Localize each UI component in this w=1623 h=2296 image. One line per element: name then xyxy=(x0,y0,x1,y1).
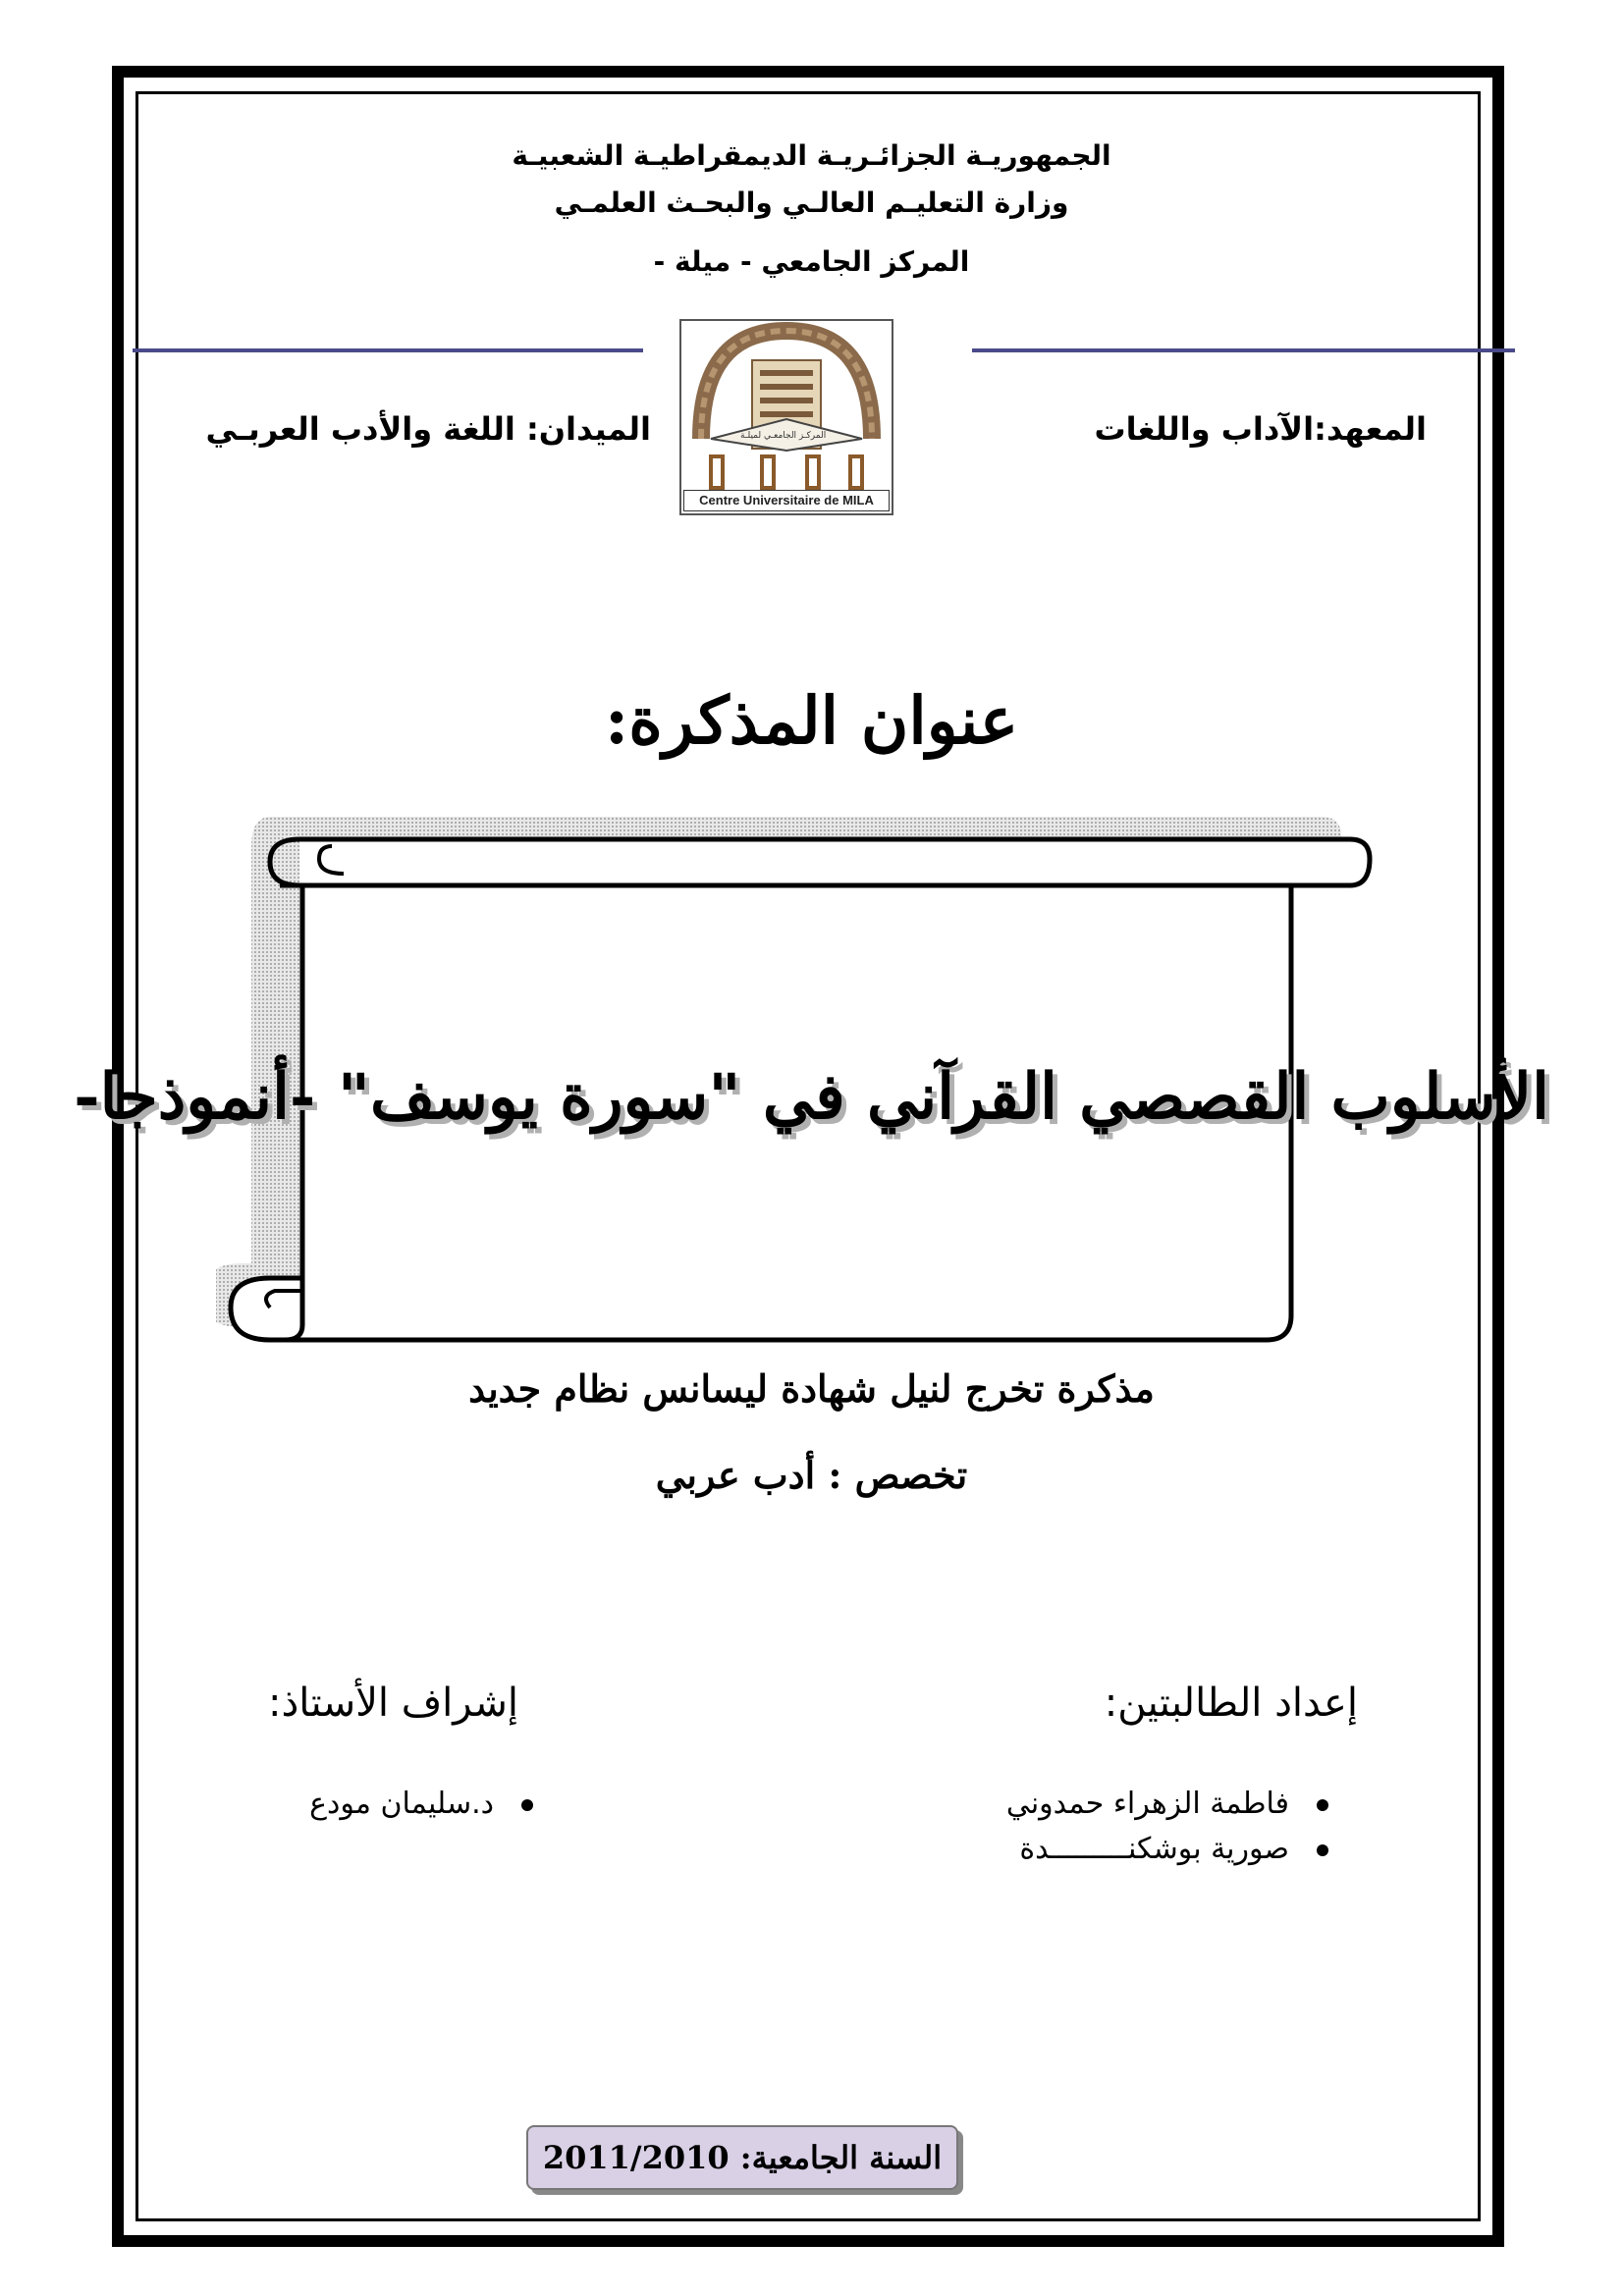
university-logo xyxy=(679,319,893,515)
supervisor-name: د.سليمان مودع xyxy=(309,1787,494,1821)
list-item xyxy=(1006,1782,1328,1827)
building-arch-icon xyxy=(681,321,892,494)
supervisor-list xyxy=(309,1782,533,1827)
logo-label: Centre Universitaire de MILA xyxy=(683,490,890,511)
student-name: فاطمة الزهراء حمدوني xyxy=(1005,1787,1289,1821)
header-ministry: وزارة التعليـم العالـي والبحـث العلمـي xyxy=(554,187,1069,219)
header-rule-left xyxy=(133,348,643,352)
bullet-icon xyxy=(1317,1844,1328,1856)
students-list xyxy=(1006,1782,1328,1872)
supervisor-heading: إشراف الأستاذ: xyxy=(268,1681,518,1726)
degree-line: مذكرة تخرج لنيل شهادة ليسانس نظام جديد xyxy=(468,1366,1155,1411)
header-republic: الجمهوريـة الجزائـريـة الديمقراطيـة الشعبيـة xyxy=(512,139,1111,172)
students-heading: إعداد الطالبتين: xyxy=(1104,1681,1358,1726)
institute-label: المعهد:الآداب واللغات xyxy=(1094,410,1427,448)
memo-heading: عنوان المذكرة: xyxy=(604,682,1019,759)
bullet-icon xyxy=(1317,1799,1328,1811)
logo-arabic-text: المركـز الجامعـي لميلـة xyxy=(740,431,827,441)
specialty-line: تخصص : أدب عربي xyxy=(655,1453,968,1497)
academic-year-box: السنة الجامعية: 2011/2010 xyxy=(526,2125,958,2190)
field-label: الميدان: اللغة والأدب العربـي xyxy=(205,410,651,448)
student-name: صورية بوشكنـــــــــدة xyxy=(1019,1832,1289,1866)
list-item xyxy=(309,1782,533,1827)
header-center: المركز الجامعي - ميلة - xyxy=(653,245,970,278)
bullet-icon xyxy=(521,1799,533,1811)
header-rule-right xyxy=(972,348,1515,352)
thesis-title: الأسلوب القصصي القرآني في "سورة يوسف" -أنموذجا- xyxy=(74,1060,1549,1134)
list-item xyxy=(1006,1827,1328,1872)
